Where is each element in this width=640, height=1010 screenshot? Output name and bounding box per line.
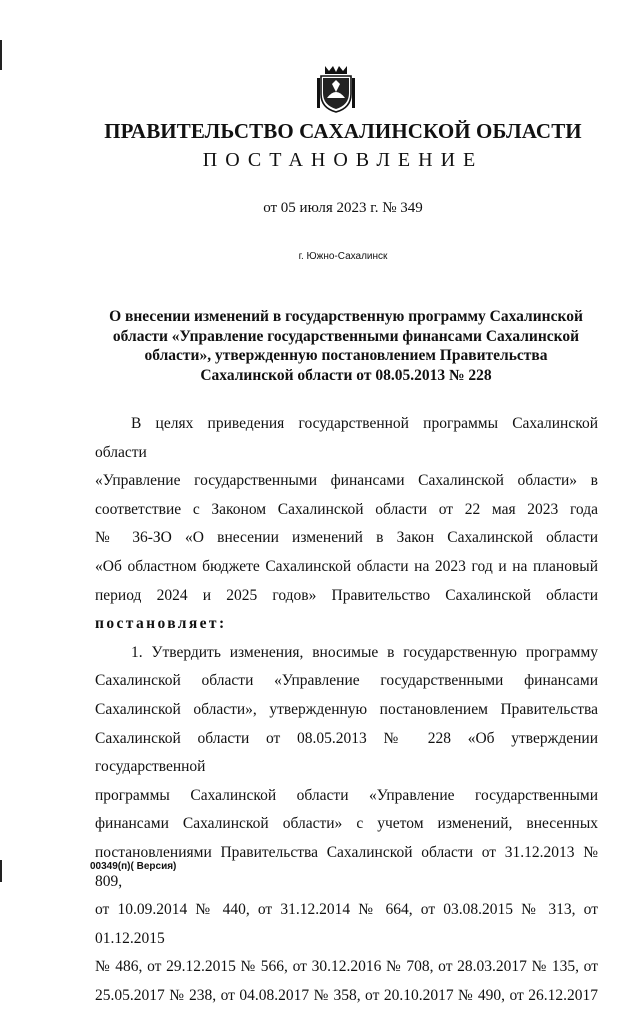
- scan-edge-mark: [0, 40, 2, 70]
- clause-line: от 10.09.2014 № 440, от 31.12.2014 № 664, от 03.08.2015 № 313, от 01.12.2015: [95, 901, 598, 947]
- clause-line: программы Сахалинской области «Управление государственными: [95, 786, 598, 804]
- preamble-line: «Об областном бюджете Сахалинской области на 2023 год и на плановый: [95, 557, 598, 575]
- subject-line: О внесении изменений в государственную программу Сахалинской: [109, 308, 583, 325]
- subject-line: области», утвержденную постановлением Правительства: [144, 347, 548, 364]
- scan-edge-mark: [0, 860, 2, 882]
- preamble-line: «Управление государственными финансами Сахалинской области» в: [95, 472, 598, 490]
- clause-line: Сахалинской области «Управление государственными финансами: [95, 672, 598, 690]
- clause-line: 25.05.2017 № 238, от 04.08.2017 № 358, от 20.10.2017 № 490, от 26.12.2017: [95, 986, 598, 1004]
- document-type: ПОСТАНОВЛЕНИЕ: [202, 149, 484, 171]
- coat-of-arms-icon: [317, 62, 355, 114]
- clause-line: Сахалинской области от 08.05.2013 № 228 «Об утверждении государственной: [95, 729, 598, 776]
- subject-line: области «Управление государственными финансами Сахалинской: [112, 327, 580, 345]
- preamble-line: № 36-ЗО «О внесении изменений в Закон Сахалинской области: [95, 529, 598, 547]
- government-title: ПРАВИТЕЛЬСТВО САХАЛИНСКОЙ ОБЛАСТИ: [104, 119, 582, 143]
- city-name: г. Южно-Сахалинск: [298, 251, 388, 262]
- document-version-code: 00349(п)( Версия): [90, 861, 177, 872]
- document-subject: [96, 307, 596, 385]
- clause-line: постановлениями Правительства Сахалинской области от 31.12.2013 № 809,: [95, 843, 598, 890]
- preamble-line: соответствие с Законом Сахалинской области от 22 мая 2023 года: [95, 500, 598, 518]
- date-and-number: от 05 июля 2023 г. № 349: [263, 200, 423, 216]
- subject-line: Сахалинской области от 08.05.2013 № 228: [200, 366, 492, 384]
- clause-line: № 486, от 29.12.2015 № 566, от 30.12.2016 № 708, от 28.03.2017 № 135, от: [95, 958, 598, 976]
- preamble-line: В целях приведения государственной программы Сахалинской области: [95, 415, 598, 461]
- preamble-line: период 2024 и 2025 годов» Правительство Сахалинской области: [95, 586, 598, 604]
- clause-line: финансами Сахалинской области» с учетом изменений, внесенных: [95, 815, 598, 833]
- document-body: [95, 410, 598, 1010]
- resolves-word: постановляет:: [95, 615, 227, 633]
- clause-line: 1. Утвердить изменения, вносимые в государственную программу: [131, 643, 598, 661]
- clause-line: Сахалинской области», утвержденную постановлением Правительства: [95, 700, 598, 718]
